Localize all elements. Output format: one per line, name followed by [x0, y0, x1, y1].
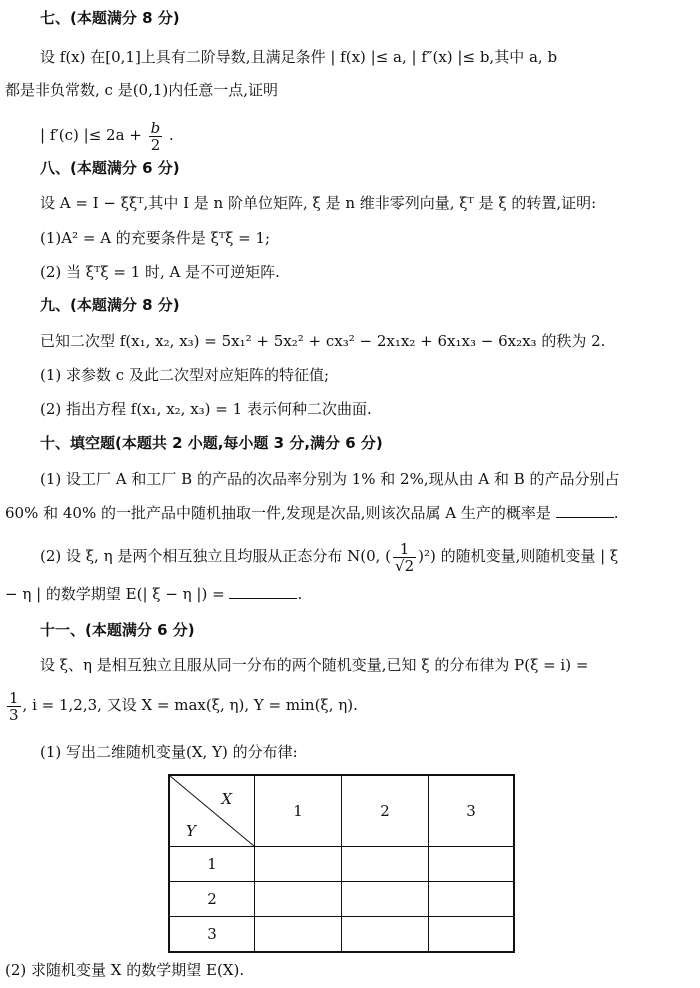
fraction-denominator: 2 [150, 135, 161, 154]
table-cell [255, 882, 342, 917]
section-10-q1-text-2 [5, 503, 618, 523]
table-header-row [169, 775, 514, 847]
section-11-item-1: (1) 写出二维随机变量(X, Y) 的分布律: [40, 743, 298, 761]
section-10-q2-text-2 [5, 584, 302, 604]
fraction-numerator: b [150, 118, 161, 137]
section-11-item-2: (2) 求随机变量 X 的数学期望 E(X). [5, 961, 245, 979]
section-10-q2-text-1 [40, 538, 618, 574]
table-row [169, 917, 514, 953]
section-9-title: 九、(本题满分 8 分) [40, 296, 180, 314]
formula-fraction [149, 120, 163, 153]
table-cell [255, 917, 342, 953]
table-cell [429, 917, 515, 953]
table-cell [342, 917, 429, 953]
formula-end: . [169, 126, 174, 144]
table-cell [342, 882, 429, 917]
row-header: 3 [169, 917, 255, 953]
formula-left: | f′(c) |≤ 2a + [40, 126, 142, 144]
section-11-text-2 [5, 688, 358, 723]
section-7-formula [40, 118, 174, 153]
column-header: 3 [429, 775, 515, 847]
section-8-item-1: (1)A² = A 的充要条件是 ξᵀξ = 1; [40, 229, 271, 247]
section-10-title: 十、填空题(本题共 2 小题,每小题 3 分,满分 6 分) [40, 434, 383, 452]
section-7-text-1: 设 f(x) 在[0,1]上具有二阶导数,且满足条件 | f(x) |≤ a, | f″(x) |≤ b,其中 a, b [40, 48, 558, 66]
section-9-item-1: (1) 求参数 c 及此二次型对应矩阵的特征值; [40, 366, 330, 384]
table-cell [429, 847, 515, 882]
table-cell [342, 847, 429, 882]
answer-blank-1 [556, 503, 614, 518]
table-cell [255, 847, 342, 882]
section-11-text-2-rest: , i = 1,2,3, 又设 X = max(ξ, η), Y = min(ξ, η). [22, 696, 358, 714]
section-8-item-2: (2) 当 ξᵀξ = 1 时, A 是不可逆矩阵. [40, 263, 280, 281]
section-8-title: 八、(本题满分 6 分) [40, 159, 180, 177]
table-row [169, 847, 514, 882]
q2-line-1-b: )²) 的随机变量,则随机变量 | ξ [418, 547, 619, 565]
corner-x-label: X [221, 790, 232, 808]
q1-line-2-text: 60% 和 40% 的一批产品中随机抽取一件,发现是次品,则该次品属 A 生产的概率是 [5, 504, 551, 522]
q1-end: . [613, 504, 619, 522]
column-header: 2 [342, 775, 429, 847]
section-7-title: 七、(本题满分 8 分) [40, 9, 180, 27]
diagonal-line [170, 776, 254, 846]
section-7-text-2: 都是非负常数, c 是(0,1)内任意一点,证明 [5, 81, 279, 99]
q2-fraction-numerator: 1 [393, 541, 416, 558]
section-9-item-2: (2) 指出方程 f(x₁, x₂, x₃) = 1 表示何种二次曲面. [40, 400, 372, 418]
table-corner-cell [169, 775, 255, 847]
column-header: 1 [255, 775, 342, 847]
q2-line-2-text: − η | 的数学期望 E(| ξ − η |) = [5, 585, 225, 603]
row-header: 1 [169, 847, 255, 882]
answer-blank-2 [229, 584, 297, 599]
row-header: 2 [169, 882, 255, 917]
section-9-text: 已知二次型 f(x₁, x₂, x₃) = 5x₁² + 5x₂² + cx₃² − 2x₁x₂ + 6x₁x₃ − 6x₂x₃ 的秩为 2. [40, 332, 606, 350]
section-8-text: 设 A = I − ξξᵀ,其中 I 是 n 阶单位矩阵, ξ 是 n 维非零列向量, ξᵀ 是 ξ 的转置,证明: [40, 194, 597, 212]
table-row [169, 882, 514, 917]
table-cell [429, 882, 515, 917]
distribution-table [168, 774, 515, 953]
q2-fraction [393, 541, 416, 574]
section-11-title: 十一、(本题满分 6 分) [40, 621, 195, 639]
q2-end: . [297, 585, 303, 603]
q2-line-1-a: (2) 设 ξ, η 是两个相互独立且均服从正态分布 N(0, ( [40, 547, 392, 565]
section-10-q1-text-1: (1) 设工厂 A 和工厂 B 的产品的次品率分别为 1% 和 2%,现从由 A 和 B 的产品分别占 [40, 470, 620, 488]
q2-fraction-denominator: √2 [395, 556, 415, 575]
section-11-text-1: 设 ξ、η 是相互独立且服从同一分布的两个随机变量,已知 ξ 的分布律为 P(ξ = i) = [40, 656, 589, 674]
prob-fraction-denominator: 3 [9, 705, 19, 724]
prob-fraction [7, 690, 21, 723]
prob-fraction-numerator: 1 [9, 688, 19, 707]
corner-y-label: Y [186, 822, 196, 840]
